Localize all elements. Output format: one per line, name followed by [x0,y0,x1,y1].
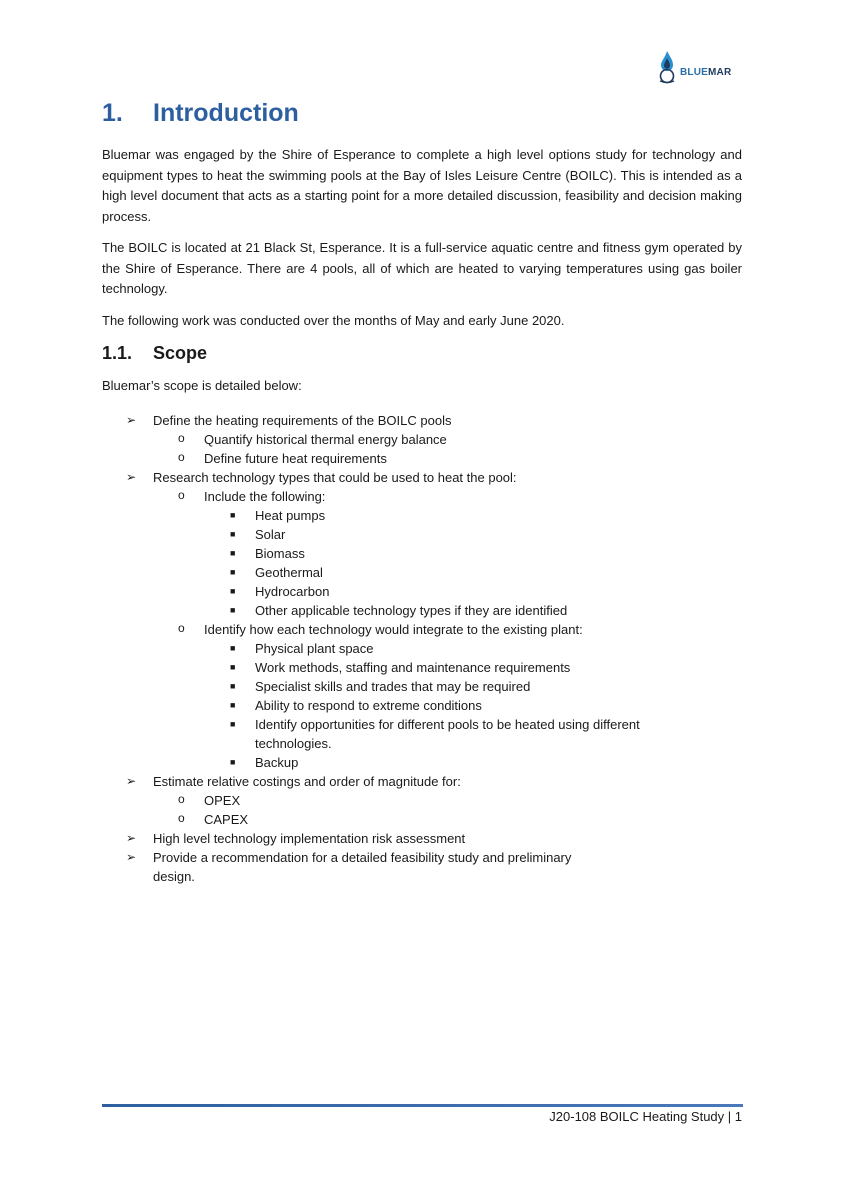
subsection-title: Scope [153,343,208,363]
intro-paragraph-1: Bluemar was engaged by the Shire of Esperance to complete a high level options study for technology and equipment types to heat the swimming pools at the Bay of Isles Leisure Centre (BOILC). This is intended as a high level document that acts as a starting point for a more detailed discussion, feasibility and decision making process. [102,147,742,224]
arrow-bullet-icon: ➢ [126,774,137,788]
scope-list-item [0,430,844,449]
scope-item-text: CAPEX [204,812,249,827]
section-title: Introduction [153,99,299,127]
scope-list-item [0,468,844,487]
scope-item-text: Identify opportunities for different pools to be heated using different technologies. [255,717,640,751]
scope-item-text: Biomass [255,546,305,561]
scope-item-text: Identify how each technology would integrate to the existing plant: [204,622,583,637]
arrow-bullet-icon: ➢ [126,831,137,845]
scope-list-item [0,563,844,582]
square-bullet-icon: ■ [230,662,236,672]
intro-paragraph-3: The following work was conducted over the months of May and early June 2020. [102,313,565,328]
scope-item-text: Include the following: [204,489,326,504]
scope-intro: Bluemar’s scope is detailed below: [102,378,302,393]
scope-list-item [0,582,844,601]
scope-item-text: OPEX [204,793,241,808]
scope-list-item [0,829,844,848]
square-bullet-icon: ■ [230,719,236,729]
scope-list-item [0,620,844,639]
scope-item-text: Estimate relative costings and order of magnitude for: [153,774,461,789]
scope-list-item [0,696,844,715]
scope-list-item [0,601,844,620]
arrow-bullet-icon: ➢ [126,850,137,864]
square-bullet-icon: ■ [230,700,236,710]
square-bullet-icon: ■ [230,510,236,520]
scope-list-item [0,525,844,544]
intro-paragraph-2: The BOILC is located at 21 Black St, Esperance. It is a full-service aquatic centre and fitness gym operated by the Shire of Esperance. There are 4 pools, all of which are heated to varying temperatures using gas boiler technology. [102,240,742,296]
scope-item-text: Provide a recommendation for a detailed feasibility study and preliminary design. [153,850,572,884]
scope-list-item [0,639,844,658]
scope-item-text: Other applicable technology types if they are identified [255,603,568,618]
square-bullet-icon: ■ [230,529,236,539]
square-bullet-icon: ■ [230,586,236,596]
logo-text: BLUEMAR [680,67,732,78]
scope-list-item [0,544,844,563]
scope-item-text: Heat pumps [255,508,326,523]
scope-list-item [0,810,844,829]
scope-list-item [0,772,844,791]
circle-bullet-icon: o [178,792,185,806]
scope-item-text: Work methods, staffing and maintenance requirements [255,660,571,675]
scope-list-item [0,753,844,772]
scope-list-item [0,677,844,696]
arrow-bullet-icon: ➢ [126,413,137,427]
circle-bullet-icon: o [178,621,185,635]
scope-item-text: Solar [255,527,286,542]
scope-list-item [0,715,844,753]
section-number: 1. [102,99,123,127]
circle-bullet-icon: o [178,431,185,445]
scope-list-item [0,411,844,430]
footer-rule [102,1104,743,1107]
scope-item-text: Physical plant space [255,641,374,656]
circle-bullet-icon: o [178,450,185,464]
scope-item-text: Geothermal [255,565,323,580]
arrow-bullet-icon: ➢ [126,470,137,484]
subsection-heading [102,343,207,364]
scope-list-item [0,487,844,506]
bluemar-logo [655,50,745,86]
scope-item-text: Specialist skills and trades that may be required [255,679,531,694]
scope-item-text: Research technology types that could be used to heat the pool: [153,470,517,485]
square-bullet-icon: ■ [230,567,236,577]
flame-drop-icon [655,50,679,84]
scope-list-item [0,848,844,884]
scope-list-item [0,506,844,525]
square-bullet-icon: ■ [230,681,236,691]
scope-list [0,411,844,884]
circle-bullet-icon: o [178,488,185,502]
scope-item-text: Backup [255,755,299,770]
scope-list-item [0,449,844,468]
footer-text: J20-108 BOILC Heating Study | 1 [549,1109,742,1124]
scope-item-text: Quantify historical thermal energy balance [204,432,447,447]
scope-item-text: Define the heating requirements of the BOILC pools [153,413,452,428]
scope-item-text: Ability to respond to extreme conditions [255,698,482,713]
scope-item-text: High level technology implementation risk assessment [153,831,466,846]
section-heading [102,99,299,128]
square-bullet-icon: ■ [230,548,236,558]
square-bullet-icon: ■ [230,605,236,615]
scope-item-text: Hydrocarbon [255,584,330,599]
square-bullet-icon: ■ [230,643,236,653]
scope-list-item [0,791,844,810]
square-bullet-icon: ■ [230,757,236,767]
scope-list-item [0,658,844,677]
circle-bullet-icon: o [178,811,185,825]
scope-item-text: Define future heat requirements [204,451,387,466]
subsection-number: 1.1. [102,343,133,363]
